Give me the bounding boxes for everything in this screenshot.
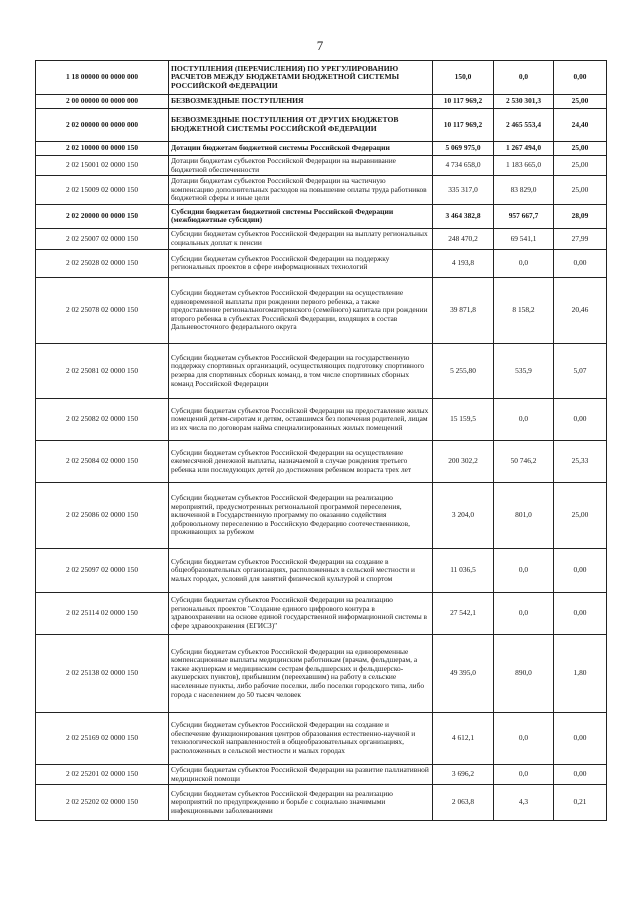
fact-amount-cell: 801,0 bbox=[494, 482, 554, 548]
revenue-name-cell: Субсидии бюджетам субъектов Российской Федерации на реализацию мероприятий, предусмотренных региональной программой переселения, включенной в Государственную программу по оказанию содействия добровольному переселению в Российскую Федерацию соотечественников, проживающих за рубежом bbox=[169, 482, 433, 548]
revenue-name-cell: Субсидии бюджетам субъектов Российской Федерации на поддержку региональных проектов в сфере информационных технологий bbox=[169, 249, 433, 277]
table-row bbox=[36, 176, 607, 205]
percent-cell: 25,00 bbox=[554, 176, 607, 205]
budget-code-cell: 2 02 20000 00 0000 150 bbox=[36, 204, 169, 228]
budget-code-cell: 2 02 25078 02 0000 150 bbox=[36, 277, 169, 343]
fact-amount-cell: 0,0 bbox=[494, 764, 554, 784]
fact-amount-cell: 50 746,2 bbox=[494, 440, 554, 482]
plan-amount-cell: 10 117 969,2 bbox=[433, 109, 494, 142]
table-row bbox=[36, 109, 607, 142]
table-row bbox=[36, 764, 607, 784]
percent-cell: 24,40 bbox=[554, 109, 607, 142]
fact-amount-cell: 0,0 bbox=[494, 712, 554, 764]
budget-code-cell: 2 02 25114 02 0000 150 bbox=[36, 592, 169, 634]
budget-code-cell: 2 02 25202 02 0000 150 bbox=[36, 785, 169, 821]
fact-amount-cell: 0,0 bbox=[494, 548, 554, 592]
table-row bbox=[36, 61, 607, 95]
plan-amount-cell: 5 069 975,0 bbox=[433, 142, 494, 156]
budget-code-cell: 2 02 25082 02 0000 150 bbox=[36, 398, 169, 440]
percent-cell: 20,46 bbox=[554, 277, 607, 343]
plan-amount-cell: 3 696,2 bbox=[433, 764, 494, 784]
plan-amount-cell: 2 063,8 bbox=[433, 785, 494, 821]
fact-amount-cell: 890,0 bbox=[494, 634, 554, 712]
fact-amount-cell: 2 530 301,3 bbox=[494, 95, 554, 109]
plan-amount-cell: 4 734 658,0 bbox=[433, 156, 494, 176]
table-row bbox=[36, 277, 607, 343]
fact-amount-cell: 1 267 494,0 bbox=[494, 142, 554, 156]
percent-cell: 25,00 bbox=[554, 156, 607, 176]
fact-amount-cell: 2 465 553,4 bbox=[494, 109, 554, 142]
fact-amount-cell: 83 829,0 bbox=[494, 176, 554, 205]
table-row bbox=[36, 249, 607, 277]
revenue-name-cell: Субсидии бюджетам субъектов Российской Федерации на реализацию мероприятий по предупреждению и борьбе с социально значимыми инфекционными заболеваниями bbox=[169, 785, 433, 821]
budget-code-cell: 2 02 25097 02 0000 150 bbox=[36, 548, 169, 592]
plan-amount-cell: 4 193,8 bbox=[433, 249, 494, 277]
table-row bbox=[36, 592, 607, 634]
revenue-name-cell: Дотации бюджетам субъектов Российской Федерации на частичную компенсацию дополнительных расходов на повышение оплаты труда работников бюджетной сферы и иные цели bbox=[169, 176, 433, 205]
plan-amount-cell: 3 464 382,8 bbox=[433, 204, 494, 228]
fact-amount-cell: 0,0 bbox=[494, 249, 554, 277]
budget-code-cell: 1 18 00000 00 0000 000 bbox=[36, 61, 169, 95]
table-row bbox=[36, 398, 607, 440]
fact-amount-cell: 1 183 665,0 bbox=[494, 156, 554, 176]
budget-code-cell: 2 02 00000 00 0000 000 bbox=[36, 109, 169, 142]
fact-amount-cell: 0,0 bbox=[494, 592, 554, 634]
percent-cell: 0,00 bbox=[554, 249, 607, 277]
budget-code-cell: 2 02 25081 02 0000 150 bbox=[36, 343, 169, 398]
budget-code-cell: 2 02 25084 02 0000 150 bbox=[36, 440, 169, 482]
fact-amount-cell: 8 158,2 bbox=[494, 277, 554, 343]
revenue-name-cell: БЕЗВОЗМЕЗДНЫЕ ПОСТУПЛЕНИЯ ОТ ДРУГИХ БЮДЖЕТОВ БЮДЖЕТНОЙ СИСТЕМЫ РОССИЙСКОЙ ФЕДЕРАЦИИ bbox=[169, 109, 433, 142]
fact-amount-cell: 0,0 bbox=[494, 61, 554, 95]
fact-amount-cell: 69 541,1 bbox=[494, 228, 554, 249]
budget-code-cell: 2 02 25201 02 0000 150 bbox=[36, 764, 169, 784]
revenue-name-cell: Субсидии бюджетам субъектов Российской Федерации на создание и обеспечение функционирования центров образования естественно-научной и технологической направленностей в общеобразовательных организациях, расположенных в сельской местности и малых городах bbox=[169, 712, 433, 764]
percent-cell: 25,00 bbox=[554, 482, 607, 548]
budget-code-cell: 2 02 25169 02 0000 150 bbox=[36, 712, 169, 764]
budget-code-cell: 2 02 15009 02 0000 150 bbox=[36, 176, 169, 205]
percent-cell: 0,21 bbox=[554, 785, 607, 821]
fact-amount-cell: 0,0 bbox=[494, 398, 554, 440]
table-row bbox=[36, 712, 607, 764]
plan-amount-cell: 11 036,5 bbox=[433, 548, 494, 592]
percent-cell: 0,00 bbox=[554, 712, 607, 764]
plan-amount-cell: 15 159,5 bbox=[433, 398, 494, 440]
plan-amount-cell: 5 255,80 bbox=[433, 343, 494, 398]
table-row bbox=[36, 228, 607, 249]
percent-cell: 0,00 bbox=[554, 548, 607, 592]
plan-amount-cell: 150,0 bbox=[433, 61, 494, 95]
percent-cell: 0,00 bbox=[554, 398, 607, 440]
table-row bbox=[36, 156, 607, 176]
plan-amount-cell: 200 302,2 bbox=[433, 440, 494, 482]
plan-amount-cell: 10 117 969,2 bbox=[433, 95, 494, 109]
plan-amount-cell: 3 204,0 bbox=[433, 482, 494, 548]
table-row bbox=[36, 548, 607, 592]
revenue-name-cell: Субсидии бюджетам субъектов Российской Федерации на осуществление единовременной выплаты при рождении первого ребенка, а также предоставление региональногоматеринского (семейного) капитала при рождении второго ребенка в субъектах Российской Федерации, входящих в состав Дальневосточного федерального округа bbox=[169, 277, 433, 343]
table-row bbox=[36, 440, 607, 482]
percent-cell: 0,00 bbox=[554, 592, 607, 634]
plan-amount-cell: 49 395,0 bbox=[433, 634, 494, 712]
revenue-name-cell: Дотации бюджетам бюджетной системы Российской Федерации bbox=[169, 142, 433, 156]
percent-cell: 5,07 bbox=[554, 343, 607, 398]
revenue-name-cell: Субсидии бюджетам субъектов Российской Федерации на государственную поддержку спортивных организаций, осуществляющих подготовку спортивного резерва для спортивных сборных команд, в том числе спортивных сборных команд Российской Федерации bbox=[169, 343, 433, 398]
budget-table bbox=[35, 60, 607, 821]
fact-amount-cell: 957 667,7 bbox=[494, 204, 554, 228]
revenue-name-cell: Субсидии бюджетам субъектов Российской Федерации на предоставление жилых помещений детям-сиротам и детям, оставшимся без попечения родителей, лицам из их числа по договорам найма специализированных жилых помещений bbox=[169, 398, 433, 440]
page-number: 7 bbox=[316, 38, 324, 53]
revenue-name-cell: Субсидии бюджетам субъектов Российской Федерации на создание в общеобразовательных организациях, расположенных в сельской местности и малых городах, условий для занятий физической культурой и спортом bbox=[169, 548, 433, 592]
budget-code-cell: 2 00 00000 00 0000 000 bbox=[36, 95, 169, 109]
percent-cell: 0,00 bbox=[554, 61, 607, 95]
percent-cell: 25,00 bbox=[554, 95, 607, 109]
table-row bbox=[36, 95, 607, 109]
percent-cell: 25,33 bbox=[554, 440, 607, 482]
revenue-name-cell: Дотации бюджетам субъектов Российской Федерации на выравнивание бюджетной обеспеченности bbox=[169, 156, 433, 176]
fact-amount-cell: 535,9 bbox=[494, 343, 554, 398]
table-row bbox=[36, 343, 607, 398]
table-row bbox=[36, 634, 607, 712]
table-row bbox=[36, 142, 607, 156]
percent-cell: 0,00 bbox=[554, 764, 607, 784]
budget-code-cell: 2 02 25086 02 0000 150 bbox=[36, 482, 169, 548]
table-body bbox=[36, 61, 607, 821]
revenue-name-cell: Субсидии бюджетам субъектов Российской Федерации на осуществление ежемесячной денежной выплаты, назначаемой в случае рождения третьего ребенка или последующих детей до достижения ребенком возраста трех лет bbox=[169, 440, 433, 482]
budget-code-cell: 2 02 10000 00 0000 150 bbox=[36, 142, 169, 156]
revenue-name-cell: БЕЗВОЗМЕЗДНЫЕ ПОСТУПЛЕНИЯ bbox=[169, 95, 433, 109]
table-row bbox=[36, 204, 607, 228]
revenue-name-cell: Субсидии бюджетам субъектов Российской Федерации на развитие паллиативной медицинской помощи bbox=[169, 764, 433, 784]
plan-amount-cell: 27 542,1 bbox=[433, 592, 494, 634]
fact-amount-cell: 4,3 bbox=[494, 785, 554, 821]
revenue-name-cell: ПОСТУПЛЕНИЯ (ПЕРЕЧИСЛЕНИЯ) ПО УРЕГУЛИРОВАНИЮ РАСЧЕТОВ МЕЖДУ БЮДЖЕТАМИ БЮДЖЕТНОЙ СИСТЕМЫ РОССИЙСКОЙ ФЕДЕРАЦИИ bbox=[169, 61, 433, 95]
budget-code-cell: 2 02 25138 02 0000 150 bbox=[36, 634, 169, 712]
budget-code-cell: 2 02 25028 02 0000 150 bbox=[36, 249, 169, 277]
revenue-name-cell: Субсидии бюджетам субъектов Российской Федерации на выплату региональных социальных доплат к пенсии bbox=[169, 228, 433, 249]
table-row bbox=[36, 482, 607, 548]
plan-amount-cell: 248 470,2 bbox=[433, 228, 494, 249]
table-row bbox=[36, 785, 607, 821]
percent-cell: 28,09 bbox=[554, 204, 607, 228]
budget-code-cell: 2 02 15001 02 0000 150 bbox=[36, 156, 169, 176]
percent-cell: 1,80 bbox=[554, 634, 607, 712]
revenue-name-cell: Субсидии бюджетам бюджетной системы Российской Федерации (межбюджетные субсидии) bbox=[169, 204, 433, 228]
revenue-name-cell: Субсидии бюджетам субъектов Российской Федерации на реализацию региональных проектов "Создание единого цифрового контура в здравоохранении на основе единой государственной информационной системы в сфере здравоохранения (ЕГИСЗ)" bbox=[169, 592, 433, 634]
plan-amount-cell: 4 612,1 bbox=[433, 712, 494, 764]
percent-cell: 27,99 bbox=[554, 228, 607, 249]
plan-amount-cell: 335 317,0 bbox=[433, 176, 494, 205]
revenue-name-cell: Субсидии бюджетам субъектов Российской Федерации на единовременные компенсационные выплаты медицинским работникам (врачам, фельдшерам, а также акушеркам и медицинским сестрам фельдшерских и фельдшерско-акушерских пунктов), прибывшим (переехавшим) на работу в сельские населенные пункты, либо рабочие поселки, либо поселки городского типа, либо города с населением до 50 тысяч человек bbox=[169, 634, 433, 712]
budget-code-cell: 2 02 25007 02 0000 150 bbox=[36, 228, 169, 249]
plan-amount-cell: 39 871,8 bbox=[433, 277, 494, 343]
percent-cell: 25,00 bbox=[554, 142, 607, 156]
